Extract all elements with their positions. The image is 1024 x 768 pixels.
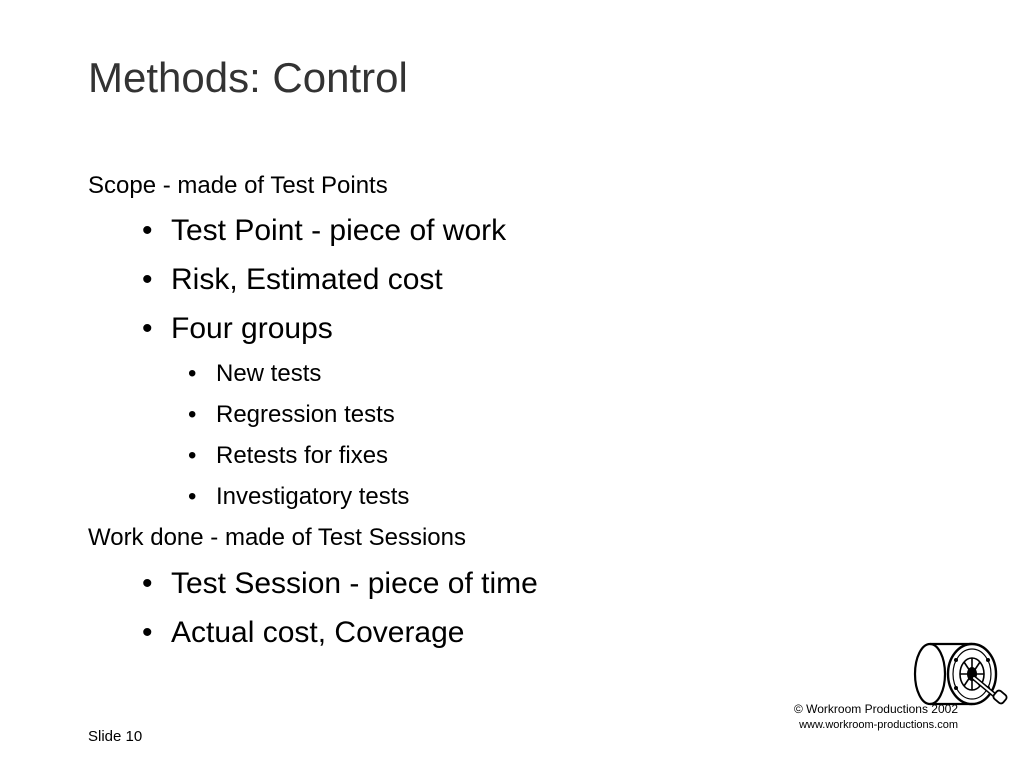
- outline-item-level2: [142, 213, 506, 249]
- outline-item-text: Four groups: [171, 312, 333, 345]
- film-reel-with-crank-icon: [906, 640, 1010, 708]
- bullet-icon: •: [142, 312, 153, 345]
- bullet-icon: •: [188, 360, 197, 387]
- outline-item-level2: [142, 566, 538, 602]
- outline-item-level2: [142, 615, 464, 651]
- bullet-icon: •: [188, 401, 197, 428]
- outline-item-level2: [142, 311, 333, 347]
- slide-number: Slide 10: [88, 728, 143, 745]
- outline-item-text: Actual cost, Coverage: [171, 616, 465, 649]
- bullet-icon: •: [142, 263, 153, 296]
- outline-item-text: Risk, Estimated cost: [171, 263, 443, 296]
- bullet-icon: •: [188, 483, 197, 510]
- outline-item-level2: [142, 262, 443, 298]
- outline-item-text: Test Point - piece of work: [171, 214, 507, 247]
- outline-item-text: New tests: [216, 360, 322, 387]
- outline-item-level3: [188, 400, 395, 430]
- outline-item-text: Work done - made of Test Sessions: [88, 524, 466, 551]
- outline-item-level3: [188, 359, 321, 389]
- copyright-notice: © Workroom Productions 2002: [793, 702, 958, 716]
- outline-item-text: Regression tests: [216, 401, 395, 428]
- outline-item-level3: [188, 482, 409, 512]
- outline-item-level3: [188, 441, 388, 471]
- outline-item-text: Test Session - piece of time: [171, 567, 538, 600]
- outline-item-text: Retests for fixes: [216, 442, 389, 469]
- bullet-icon: •: [142, 214, 153, 247]
- outline-item-text: Investigatory tests: [216, 483, 410, 510]
- bullet-icon: •: [142, 616, 153, 649]
- website-link[interactable]: www.workroom-productions.com: [799, 719, 958, 731]
- slide-title: Methods: Control: [88, 54, 408, 101]
- bullet-icon: •: [188, 442, 197, 469]
- bullet-icon: •: [142, 567, 153, 600]
- outline-item-text: Scope - made of Test Points: [88, 172, 388, 199]
- outline-item-level1: [88, 523, 466, 553]
- outline-item-level1: [88, 171, 388, 201]
